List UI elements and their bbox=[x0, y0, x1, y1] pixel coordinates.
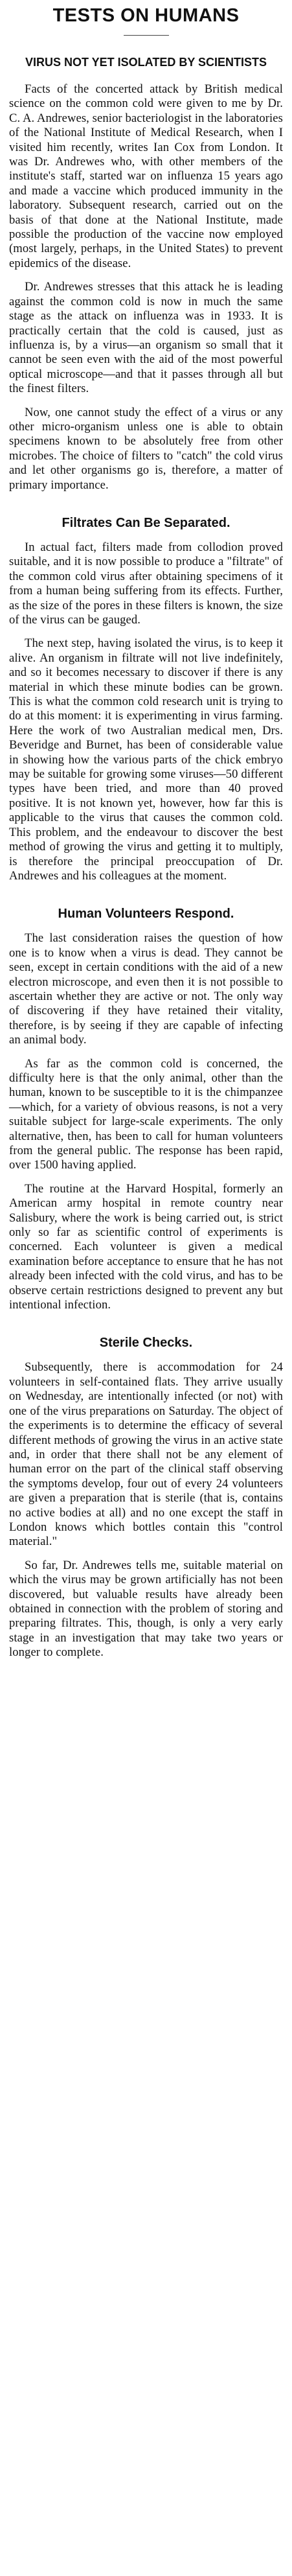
headline: TESTS ON HUMANS bbox=[52, 5, 240, 26]
paragraph: The next step, having isolated the virus, is to keep it alive. An organism in filtrate will not live indefinitely, and so it becomes necessary to discover if there is any material in which these minute bodies can be grown. This is what the common cold research unit is trying to do at this moment: it is experimenting in virus farming. Here the work of two Australian medical men, Drs. Beveridge and Burnet, has been of considerable value in showing how the various parts of the chick embryo may be suitable for growing some viruses—50 different types have been tried, and more than 40 proved positive. It is not known yet, however, how far this is applicable to the virus that causes the common cold. This problem, and the endeavour to discover the best method of growing the virus and getting it to multiply, is therefore the principal preoccupation of Dr. Andrewes and his colleagues at the moment. bbox=[9, 636, 283, 883]
paragraph: In actual fact, filters made from collodion proved suitable, and it is now possible to produce a "filtrate" of the common cold virus after obtaining specimens of it from a human being suffering from its effects. Further, as the size of the pores in these filters is known, the size of the virus can be gauged. bbox=[9, 540, 283, 627]
section-heading-filtrates: Filtrates Can Be Separated. bbox=[62, 515, 230, 530]
section-heading-volunteers: Human Volunteers Respond. bbox=[58, 907, 234, 922]
paragraph: Dr. Andrewes stresses that this attack he is leading against the common cold is now in much the same stage as the attack on influenza was in 1933. It is practically certain that the cold is caused, just as influenza is, by a virus—an organism so small that it cannot be seen even with the aid of the most powerful optical microscope—and that it passes through all but the finest filters. bbox=[9, 280, 283, 396]
paragraph: So far, Dr. Andrewes tells me, suitable material on which the virus may be grown artificially has not been discovered, but valuable results have already been obtained in connection with the problem of storing and preparing filtrates. This, though, is only a very early stage in an investigation that may take two years or longer to complete. bbox=[9, 1558, 283, 1660]
section-heading-sterile-checks: Sterile Checks. bbox=[99, 1336, 193, 1351]
paragraph: Now, one cannot study the effect of a virus or any other micro-organism unless one is able to obtain specimens known to be absolutely free from other microbes. The choice of filters to "catch" the cold virus and let other organisms go is, therefore, a matter of primary importance. bbox=[9, 405, 283, 492]
paragraph: The last consideration raises the question of how one is to know when a virus is dead. They cannot be seen, except in certain conditions with the aid of a new electron microscope, and even then it is not possible to ascertain whether they are active or not. The only way of discovering if they have retained their vitality, therefore, is by seeing if they are capable of infecting an animal body. bbox=[9, 931, 283, 1047]
paragraph: Facts of the concerted attack by British medical science on the common cold were given to me by Dr. C. A. Andrewes, senior bacteriologist in the laboratories of the National Institute of Medical Research, when I visited him recently, writes Ian Cox from London. It was Dr. Andrewes who, with other members of the institute's staff, started war on influenza 15 years ago and made a vaccine which produced immunity in the laboratory. Subsequent research, carried out on the basis of that done at the National Institute, made possible the production of the vaccine now employed (most largely, perhaps, in the United States) to prevent epidemics of the disease. bbox=[9, 82, 283, 270]
paragraph: The routine at the Harvard Hospital, formerly an American army hospital in remote country near Salisbury, where the work is being carried out, is strict only so far as scientific control of experiments is concerned. Each volunteer is given a medical examination before acceptance to ensure that he has not already been infected with the cold virus, and has to be observe certain restrictions designed to prevent any but intentional infection. bbox=[9, 1181, 283, 1312]
headline-divider bbox=[124, 35, 169, 36]
paragraph: Subsequently, there is accommodation for 24 volunteers in self-contained flats. They arrive usually on Wednesday, are intentionally infected (or not) with one of the virus preparations on Saturday. The object of the experiments is to determine the efficacy of several different methods of growing the virus in an active state and, in order that there shall not be any element of human error on the part of the clinical staff observing the symptoms develop, four out of every 24 volunteers are given a preparation that is sterile (that is, contains no active bodies at all) and no one except the staff in London knows which bottles contain this "control material." bbox=[9, 1360, 283, 1549]
subheadline: VIRUS NOT YET ISOLATED BY SCIENTISTS bbox=[25, 56, 267, 69]
paragraph: As far as the common cold is concerned, the difficulty here is that the only animal, other than the human, known to be susceptible to it is the chimpanzee—which, for a variety of obvious reasons, is not a very suitable subject for large-scale experiments. The only alternative, then, has been to call for human volunteers from the general public. The response has been rapid, over 1500 having applied. bbox=[9, 1056, 283, 1172]
